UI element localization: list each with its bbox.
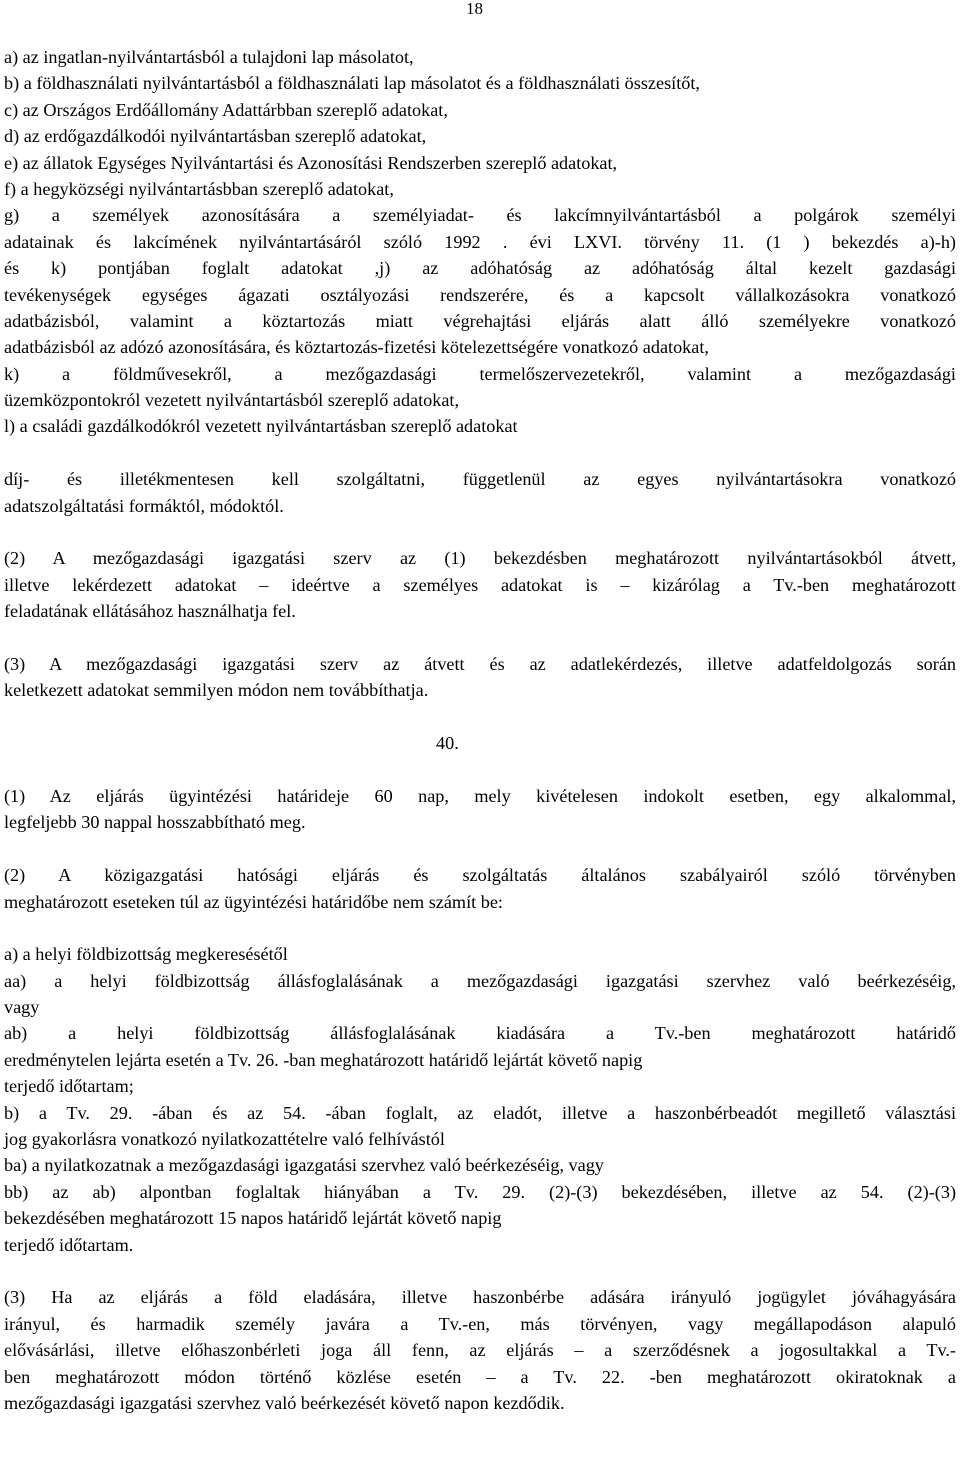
section-heading: 40.	[436, 733, 473, 754]
paragraph-line: keletkezett adatokat semmilyen módon nem továbbíthatja.	[4, 680, 429, 701]
paragraph-line: illetve lekérdezett adatokat – ideértve a személyes adatokat is – kizárólag a Tv.-ben meghatározott	[4, 574, 956, 595]
list-item-b-line: b) a Tv. 29. -ában és az 54. -ában foglalt, az eladót, illetve a haszonbérbeadót megillető választási	[4, 1102, 956, 1123]
list-item-bb-line: bekezdésében meghatározott 15 napos határidő lejártát követő napig	[4, 1208, 502, 1229]
list-item-g-line: és k) pontjában foglalt adatokat ,j) az adóhatóság az adóhatóság által kezelt gazdasági	[4, 258, 956, 279]
list-item: a) az ingatlan-nyilvántartásból a tulajdoni lap másolatot,	[4, 47, 414, 67]
list-item-l: l) a családi gazdálkodókról vezetett nyilvántartásban szereplő adatokat	[4, 416, 518, 437]
list-item-k-line: k) a földművesekről, a mezőgazdasági termelőszervezetekről, valamint a mezőgazdasági	[4, 363, 956, 384]
list-item-bb-line: bb) az ab) alpontban foglaltak hiányában a Tv. 29. (2)-(3) bekezdésében, illetve az 54. (2)-(3)	[4, 1181, 956, 1202]
list-item: f) a hegyközségi nyilvántartásbban szereplő adatokat,	[4, 178, 394, 199]
spacer	[4, 440, 956, 466]
paragraph-line: irányul, és harmadik személy javára a Tv.-en, más törvényen, vagy megállapodáson alapuló	[4, 1313, 956, 1334]
list-item-ba: ba) a nyilatkozatnak a mezőgazdasági igazgatási szervhez való beérkezéséig, vagy	[4, 1155, 604, 1176]
list-item-ab-line: terjedő időtartam;	[4, 1076, 134, 1097]
spacer	[4, 915, 956, 941]
list-item-g-line: adatbázisból az adózó azonosítására, és köztartozás-fizetési kötelezettségére vonatkozó adatokat,	[4, 337, 709, 358]
list-item-ab-line: ab) a helyi földbizottság állásfoglalásának kiadására a Tv.-ben meghatározott határidő	[4, 1023, 956, 1044]
paragraph-line: legfeljebb 30 nappal hosszabbítható meg.	[4, 812, 306, 833]
paragraph-line: mezőgazdasági igazgatási szervhez való beérkezését követő napon kezdődik.	[4, 1392, 565, 1413]
paragraph-line: (2) A közigazgatási hatósági eljárás és szolgáltatás általános szabályairól szóló törvényben	[4, 865, 956, 886]
data-sources-list	[4, 44, 956, 440]
list-item: d) az erdőgazdálkodói nyilvántartásban szereplő adatokat,	[4, 126, 427, 147]
spacer	[4, 836, 956, 862]
list-item-k-line: üzemközpontokról vezetett nyilvántartásból szereplő adatokat,	[4, 390, 460, 411]
paragraph-line: (1) Az eljárás ügyintézési határideje 60 nap, mely kivételesen indokolt esetben, egy alkalommal,	[4, 785, 956, 806]
list-item-g-line: tevékenységek egységes ágazati osztályozási rendszerére, és a kapcsolt vállalkozásokra vonatkozó	[4, 284, 956, 305]
paragraph-2	[4, 545, 956, 624]
page-number: 18	[466, 0, 483, 18]
paragraph-line: elővásárlási, illetve előhaszonbérleti joga áll fenn, az eljárás – a szerződésnek a jogosultakkal a Tv.-	[4, 1340, 956, 1361]
paragraph-3	[4, 651, 956, 704]
paragraph-line: díj- és illetékmentesen kell szolgáltatni, függetlenül az egyes nyilvántartásokra vonatkozó	[4, 469, 956, 490]
paragraph-line: feladatának ellátásához használhatja fel.	[4, 601, 296, 622]
closing-clause	[4, 466, 956, 519]
list-item-g-line: adatainak és lakcímének nyilvántartásáról szóló 1992 . évi LXVI. törvény 11. (1 ) bekezdés a)-h)	[4, 231, 956, 252]
paragraph-line: (3) A mezőgazdasági igazgatási szerv az átvett és az adatlekérdezés, illetve adatfeldolgozás során	[4, 653, 956, 674]
paragraph-line: adatszolgáltatási formáktól, módoktól.	[4, 495, 284, 516]
list-item-aa-line: vagy	[4, 997, 40, 1018]
paragraph-line: ben meghatározott módon történő közlése esetén – a Tv. 22. -ben meghatározott okiratoknak a	[4, 1366, 956, 1387]
list-item-aa-line: aa) a helyi földbizottság állásfoglalásának a mezőgazdasági igazgatási szervhez való beérkezéséig,	[4, 970, 956, 991]
paragraph-line: (2) A mezőgazdasági igazgatási szerv az (1) bekezdésben meghatározott nyilvántartásokból átvett,	[4, 548, 956, 569]
paragraph-line: meghatározott eseteken túl az ügyintézési határidőbe nem számít be:	[4, 891, 503, 912]
list-item-b-line: jog gyakorlásra vonatkozó nyilatkozattételre való felhívástól	[4, 1129, 445, 1150]
document-body	[4, 44, 956, 1416]
section-40-items	[4, 941, 956, 1258]
list-item: b) a földhasználati nyilvántartásból a földhasználati lap másolatot és a földhasználati összesítőt,	[4, 73, 700, 94]
spacer	[4, 704, 956, 730]
section-40-paragraph-3	[4, 1284, 956, 1416]
list-item-g-line: adatbázisból, valamint a köztartozás miatt végrehajtási eljárás alatt álló személyekre vonatkozó	[4, 310, 956, 331]
spacer	[4, 1258, 956, 1284]
list-item-a: a) a helyi földbizottság megkeresésétől	[4, 944, 288, 965]
list-item-bb-line: terjedő időtartam.	[4, 1234, 134, 1255]
list-item: e) az állatok Egységes Nyilvántartási és Azonosítási Rendszerben szereplő adatokat,	[4, 152, 618, 173]
paragraph-line: (3) Ha az eljárás a föld eladására, illetve haszonbérbe adására irányuló jogügylet jóváhagyására	[4, 1287, 956, 1308]
list-item-ab-line: eredménytelen lejárta esetén a Tv. 26. -ban meghatározott határidő lejártát követő napig	[4, 1049, 643, 1070]
section-40-paragraph-1	[4, 783, 956, 836]
list-item: c) az Országos Erdőállomány Adattárbban szereplő adatokat,	[4, 99, 448, 120]
spacer	[4, 625, 956, 651]
spacer	[4, 519, 956, 545]
list-item-g-line: g) a személyek azonosítására a személyiadat- és lakcímnyilvántartásból a polgárok személyi	[4, 205, 956, 226]
spacer	[4, 757, 956, 783]
section-40-paragraph-2	[4, 862, 956, 915]
